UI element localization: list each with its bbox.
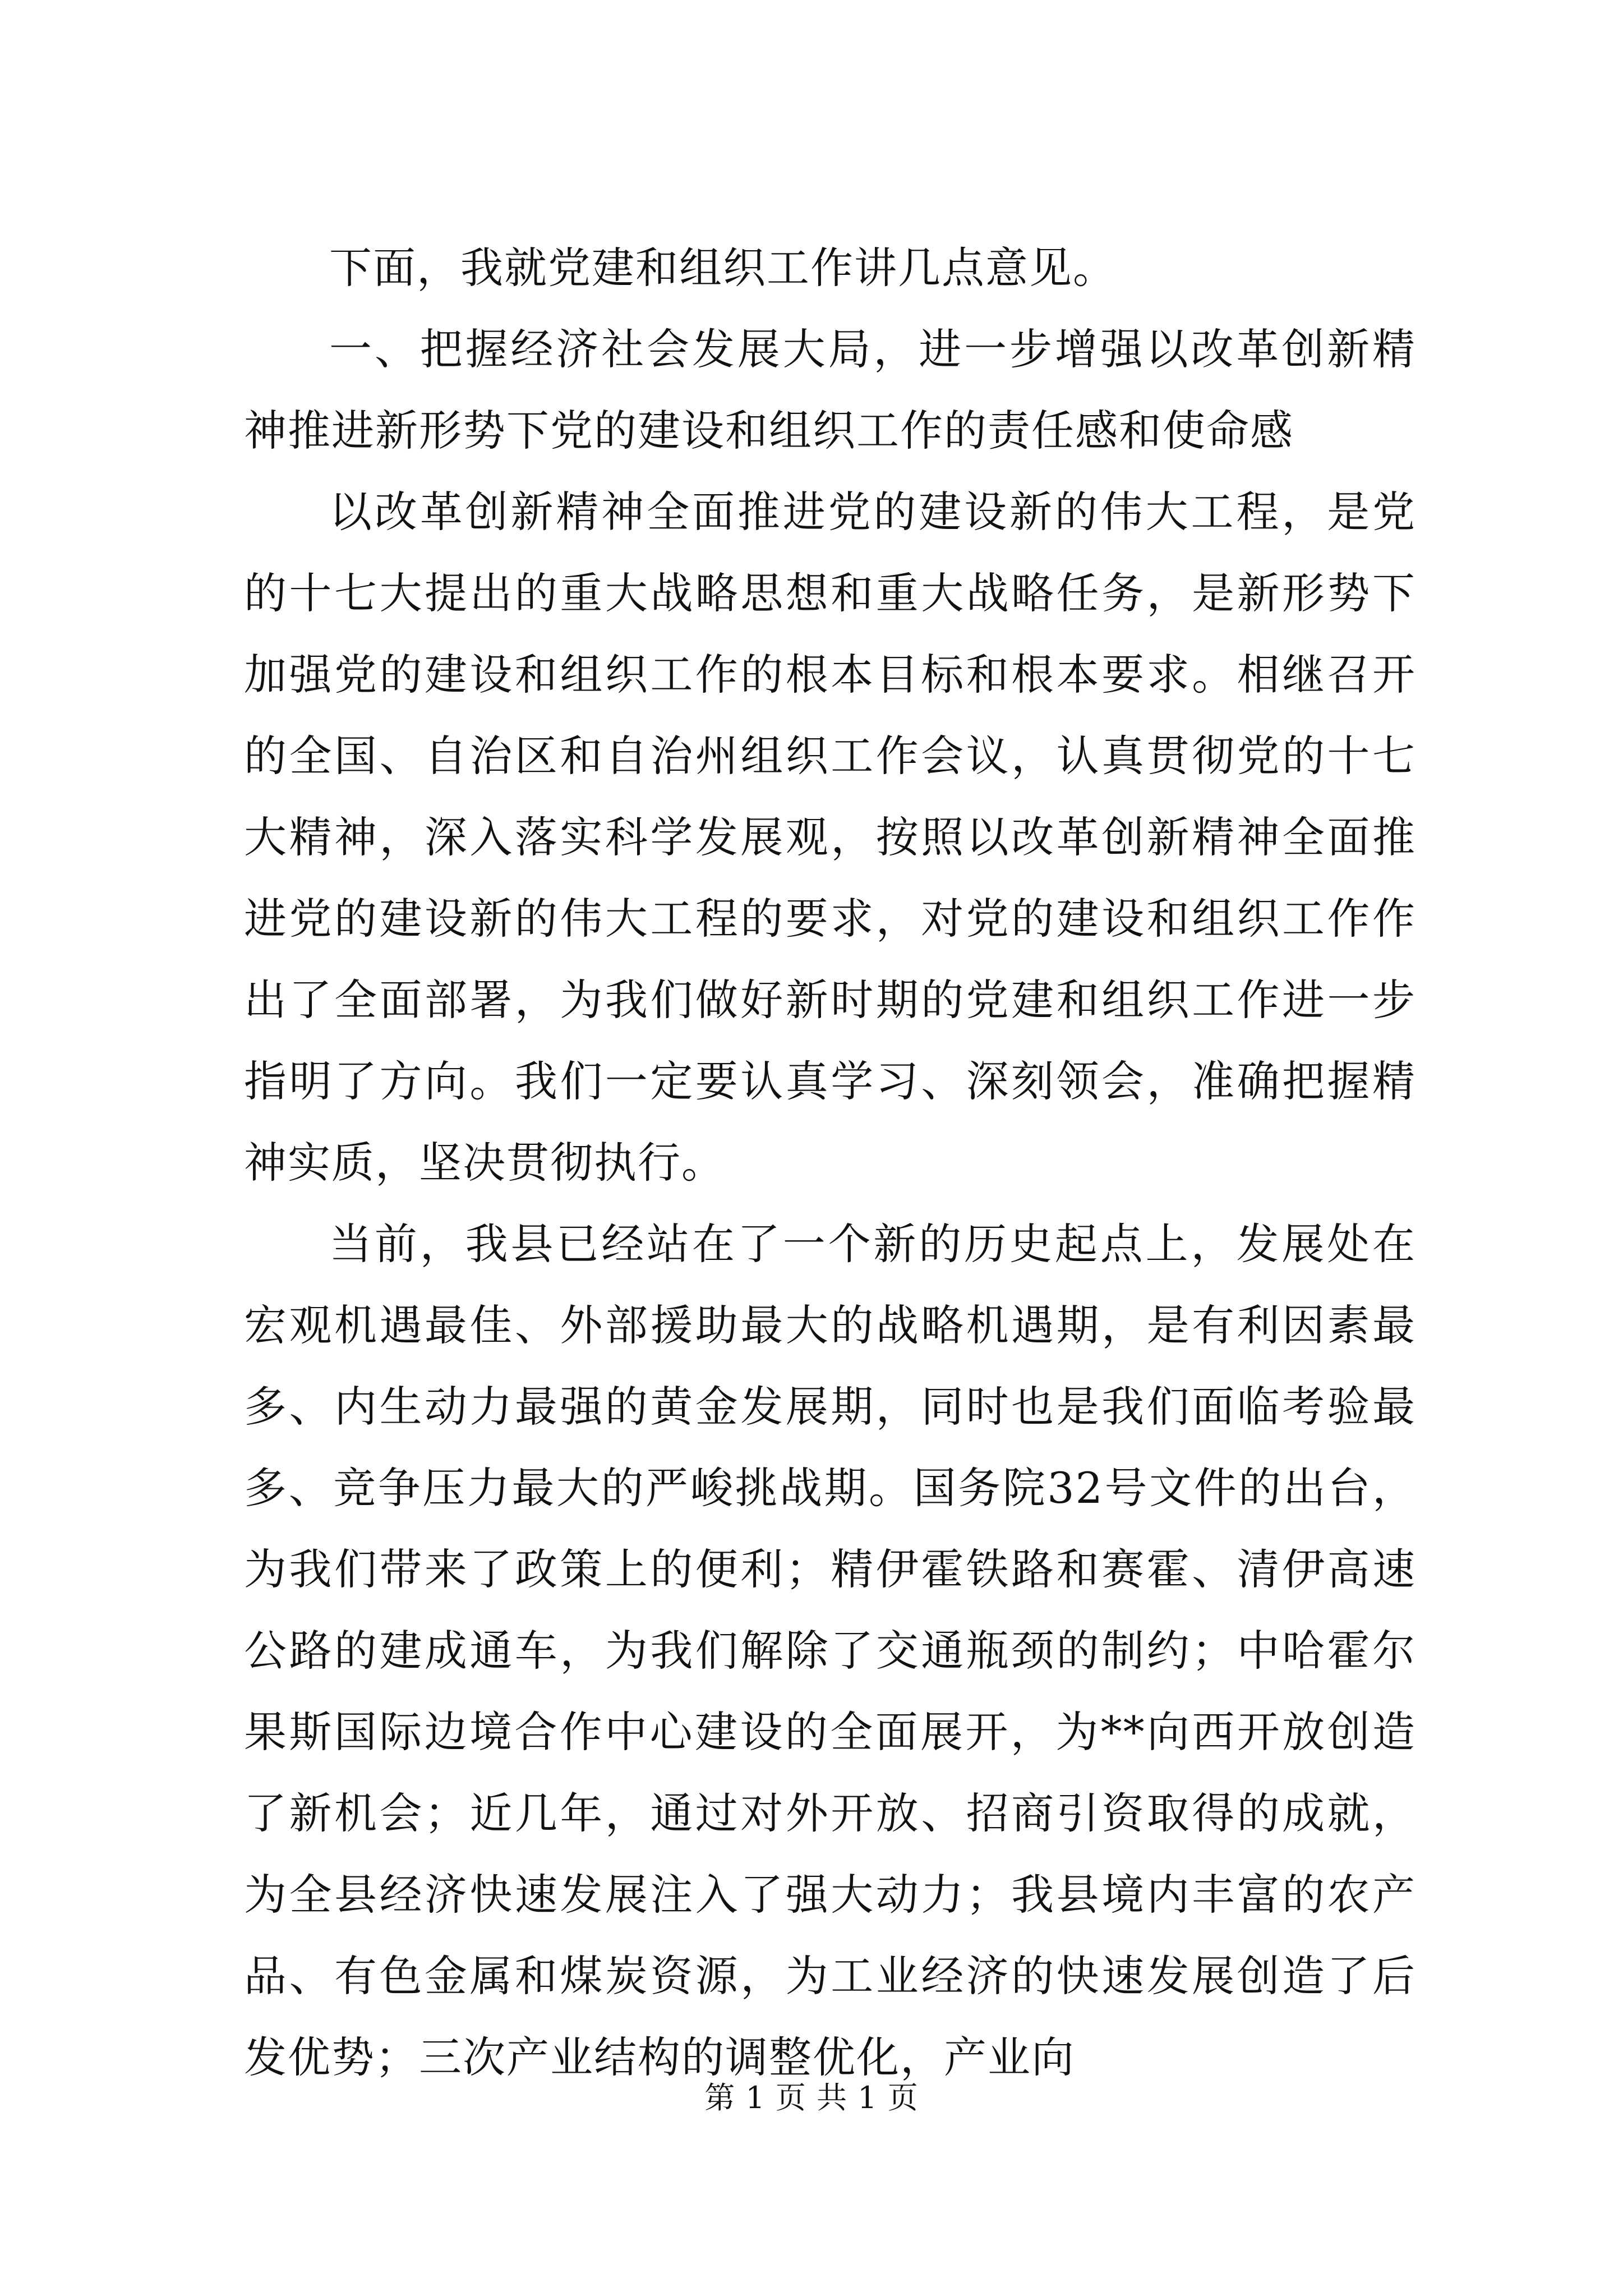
document-body [244,227,1416,2098]
paragraph-intro: 下面，我就党建和组织工作讲几点意见。 [329,243,1117,293]
section-heading: 一、把握经济社会发展大局，进一步增强以改革创新精神推进新形势下党的建设和组织工作的责任感和使命感 [244,324,1416,455]
paragraph: 以改革创新精神全面推进党的建设新的伟大工程，是党的十七大提出的重大战略思想和重大战略任务，是新形势下加强党的建设和组织工作的根本目标和根本要求。相继召开的全国、自治区和自治州组织工作会议，认真贯彻党的十七大精神，深入落实科学发展观，按照以改革创新精神全面推进党的建设新的伟大工程的要求，对党的建设和组织工作作出了全面部署，为我们做好新时期的党建和组织工作进一步指明了方向。我们一定要认真学习、深刻领会，准确把握精神实质，坚决贯彻执行。 [244,487,1416,1188]
page-number-footer: 第 1 页 共 1 页 [704,2080,919,2115]
paragraph: 当前，我县已经站在了一个新的历史起点上，发展处在宏观机遇最佳、外部援助最大的战略机遇期，是有利因素最多、内生动力最强的黄金发展期，同时也是我们面临考验最多、竞争压力最大的严峻挑战期。国务院32号文件的出台，为我们带来了政策上的便利；精伊霍铁路和赛霍、清伊高速公路的建成通车，为我们解除了交通瓶颈的制约；中哈霍尔果斯国际边境合作中心建设的全面展开，为**向西开放创造了新机会；近几年，通过对外开放、招商引资取得的成就，为全县经济快速发展注入了强大动力；我县境内丰富的农产品、有色金属和煤炭资源，为工业经济的快速发展创造了后发优势；三次产业结构的调整优化，产业向 [244,1219,1416,2082]
